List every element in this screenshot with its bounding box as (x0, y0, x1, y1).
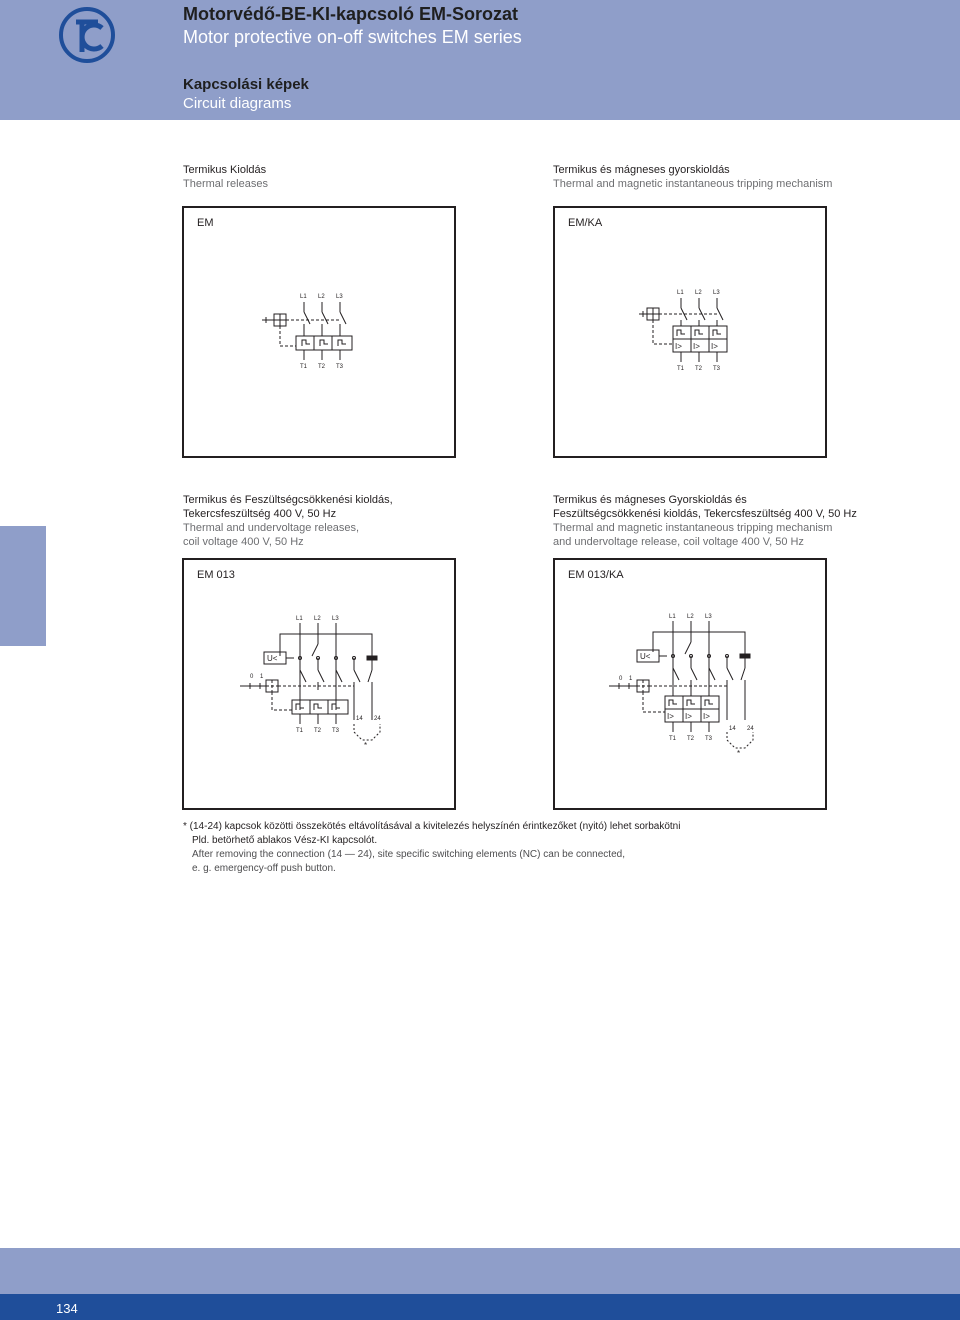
label-magnetic-1: I> (675, 342, 682, 351)
caption-en: Thermal and undervoltage releases, (183, 522, 360, 534)
section-title-en: Circuit diagrams (183, 95, 292, 112)
label-14: 14 (729, 726, 736, 732)
label-l2: L2 (314, 616, 321, 622)
label-t2: T2 (314, 728, 322, 734)
footnote-hu-line1: * (14-24) kapcsok közötti összekötés eltávolításával a kivitelezés helyszínén érintkezőket (nyitó) lehet sorbakötni (183, 821, 681, 832)
caption-hu: Termikus és Feszültségcsökkenési kioldás, (183, 494, 393, 506)
label-pos-0: 0 (250, 674, 254, 680)
label-t1: T1 (669, 736, 677, 742)
company-logo-icon (58, 6, 116, 64)
label-t3: T3 (336, 364, 344, 370)
label-t2: T2 (695, 366, 703, 372)
label-l3: L3 (713, 290, 720, 296)
label-t2: T2 (687, 736, 695, 742)
label-t3: T3 (332, 728, 340, 734)
footnote-en-line2: e. g. emergency-off push button. (192, 863, 336, 874)
caption-em-013-ka (553, 493, 857, 549)
label-l2: L2 (318, 294, 325, 300)
caption-hu: Tekercsfeszültség 400 V, 50 Hz (183, 508, 337, 520)
label-magnetic-1: I> (667, 712, 674, 721)
label-t3: T3 (713, 366, 721, 372)
caption-em (183, 163, 268, 191)
label-pos-1: 1 (629, 676, 633, 682)
circuit-diagram-em-ka (555, 208, 825, 456)
footer-band (0, 1248, 960, 1294)
footnote (183, 820, 680, 876)
diagram-label: EM 013/KA (568, 569, 624, 581)
footnote-en-line1: After removing the connection (14 — 24), site specific switching elements (NC) can be connected, (192, 849, 625, 860)
label-pos-1: 1 (260, 674, 264, 680)
caption-hu: Termikus és mágneses Gyorskioldás és (553, 494, 747, 506)
label-magnetic-2: I> (685, 712, 692, 721)
label-asterisk: * (364, 741, 368, 750)
caption-en: Thermal releases (183, 178, 268, 190)
caption-em-013 (183, 493, 393, 549)
label-magnetic-3: I> (703, 712, 710, 721)
page-title-hu: Motorvédő-BE-KI-kapcsoló EM-Sorozat (183, 4, 519, 24)
footer-bar (0, 1294, 960, 1320)
label-l2: L2 (687, 614, 694, 620)
label-undervoltage: U< (640, 652, 651, 661)
diagram-box-em-013 (182, 558, 456, 810)
caption-hu: Feszültségcsökkenési kioldás, Tekercsfeszültség 400 V, 50 Hz (553, 508, 857, 520)
footnote-hu-line2: Pld. betörhető ablakos Vész-KI kapcsolót. (192, 835, 378, 846)
caption-en: and undervoltage release, coil voltage 400 V, 50 Hz (553, 536, 804, 548)
diagram-box-em (182, 206, 456, 458)
section-title-hu: Kapcsolási képek (183, 76, 309, 93)
label-t1: T1 (296, 728, 304, 734)
caption-hu: Termikus és mágneses gyorskioldás (553, 164, 730, 176)
caption-en: Thermal and magnetic instantaneous tripping mechanism (553, 178, 833, 190)
diagram-box-em-ka (553, 206, 827, 458)
circuit-diagram-em (184, 208, 454, 456)
side-tab-marker (0, 526, 46, 646)
circuit-diagram-em-013-ka (555, 560, 825, 808)
page-number: 134 (56, 1301, 78, 1316)
circuit-diagram-em-013 (184, 560, 454, 808)
label-undervoltage: U< (267, 654, 278, 663)
label-pos-0: 0 (619, 676, 623, 682)
label-14: 14 (356, 716, 363, 722)
diagram-label: EM 013 (197, 569, 235, 581)
label-l1: L1 (677, 290, 684, 296)
label-magnetic-3: I> (711, 342, 718, 351)
caption-en: Thermal and magnetic instantaneous tripping mechanism (553, 522, 833, 534)
label-l2: L2 (695, 290, 702, 296)
label-l3: L3 (336, 294, 343, 300)
label-l1: L1 (669, 614, 676, 620)
label-t1: T1 (300, 364, 308, 370)
page-title-en: Motor protective on-off switches EM series (183, 27, 522, 47)
label-t3: T3 (705, 736, 713, 742)
label-asterisk: * (737, 749, 741, 758)
label-l1: L1 (296, 616, 303, 622)
caption-hu: Termikus Kioldás (183, 164, 267, 176)
caption-en: coil voltage 400 V, 50 Hz (183, 536, 304, 548)
label-l3: L3 (332, 616, 339, 622)
diagram-label: EM (197, 217, 214, 229)
label-t2: T2 (318, 364, 326, 370)
diagram-label: EM/KA (568, 217, 603, 229)
caption-em-ka (553, 163, 832, 191)
label-l1: L1 (300, 294, 307, 300)
header-band (0, 0, 960, 120)
label-magnetic-2: I> (693, 342, 700, 351)
label-24: 24 (374, 716, 381, 722)
label-l3: L3 (705, 614, 712, 620)
label-t1: T1 (677, 366, 685, 372)
diagram-box-em-013-ka (553, 558, 827, 810)
label-24: 24 (747, 726, 754, 732)
